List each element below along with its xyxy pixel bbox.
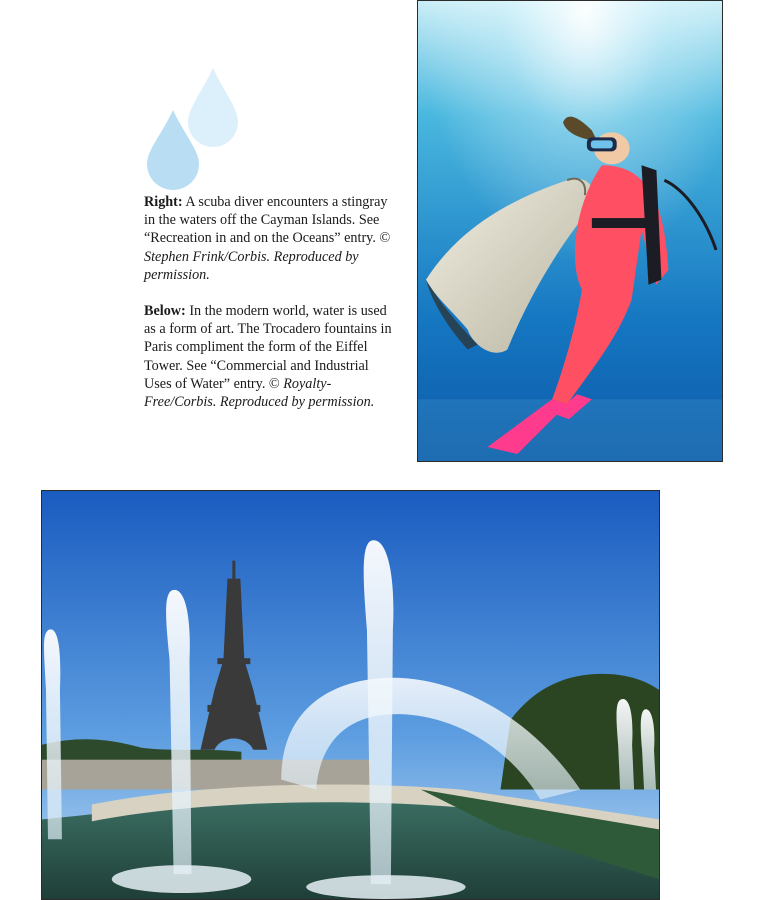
caption-below-text: In the modern world, water is used as a form of art. The Trocadero fountains in Paris compliment the form of the Eiffel Tower. See “Commercial and Industrial Uses of Water” entry.: [144, 303, 392, 392]
photo-trocadero-fountains: [41, 490, 660, 900]
water-drop-back-icon: [188, 68, 238, 147]
caption-right-credit-mark: ©: [379, 230, 391, 247]
caption-below-credit: Royalty-Free/Corbis. Reproduced by permission.: [144, 375, 375, 411]
caption-right-text: A scuba diver encounters a stingray in the waters off the Cayman Islands. See “Recreation in and on the Oceans” entry.: [144, 194, 388, 247]
caption-right: [144, 193, 394, 284]
caption-right-lead: Right:: [144, 194, 183, 210]
photo-scuba-diver-stingray: [417, 0, 723, 462]
caption-below: [144, 302, 394, 411]
caption-block: [144, 193, 394, 429]
water-drops-icon: [140, 60, 250, 190]
caption-below-lead: Below:: [144, 303, 186, 320]
caption-below-credit-mark: ©: [268, 375, 280, 392]
caption-right-credit: Stephen Frink/Corbis. Reproduced by permission.: [144, 248, 359, 283]
